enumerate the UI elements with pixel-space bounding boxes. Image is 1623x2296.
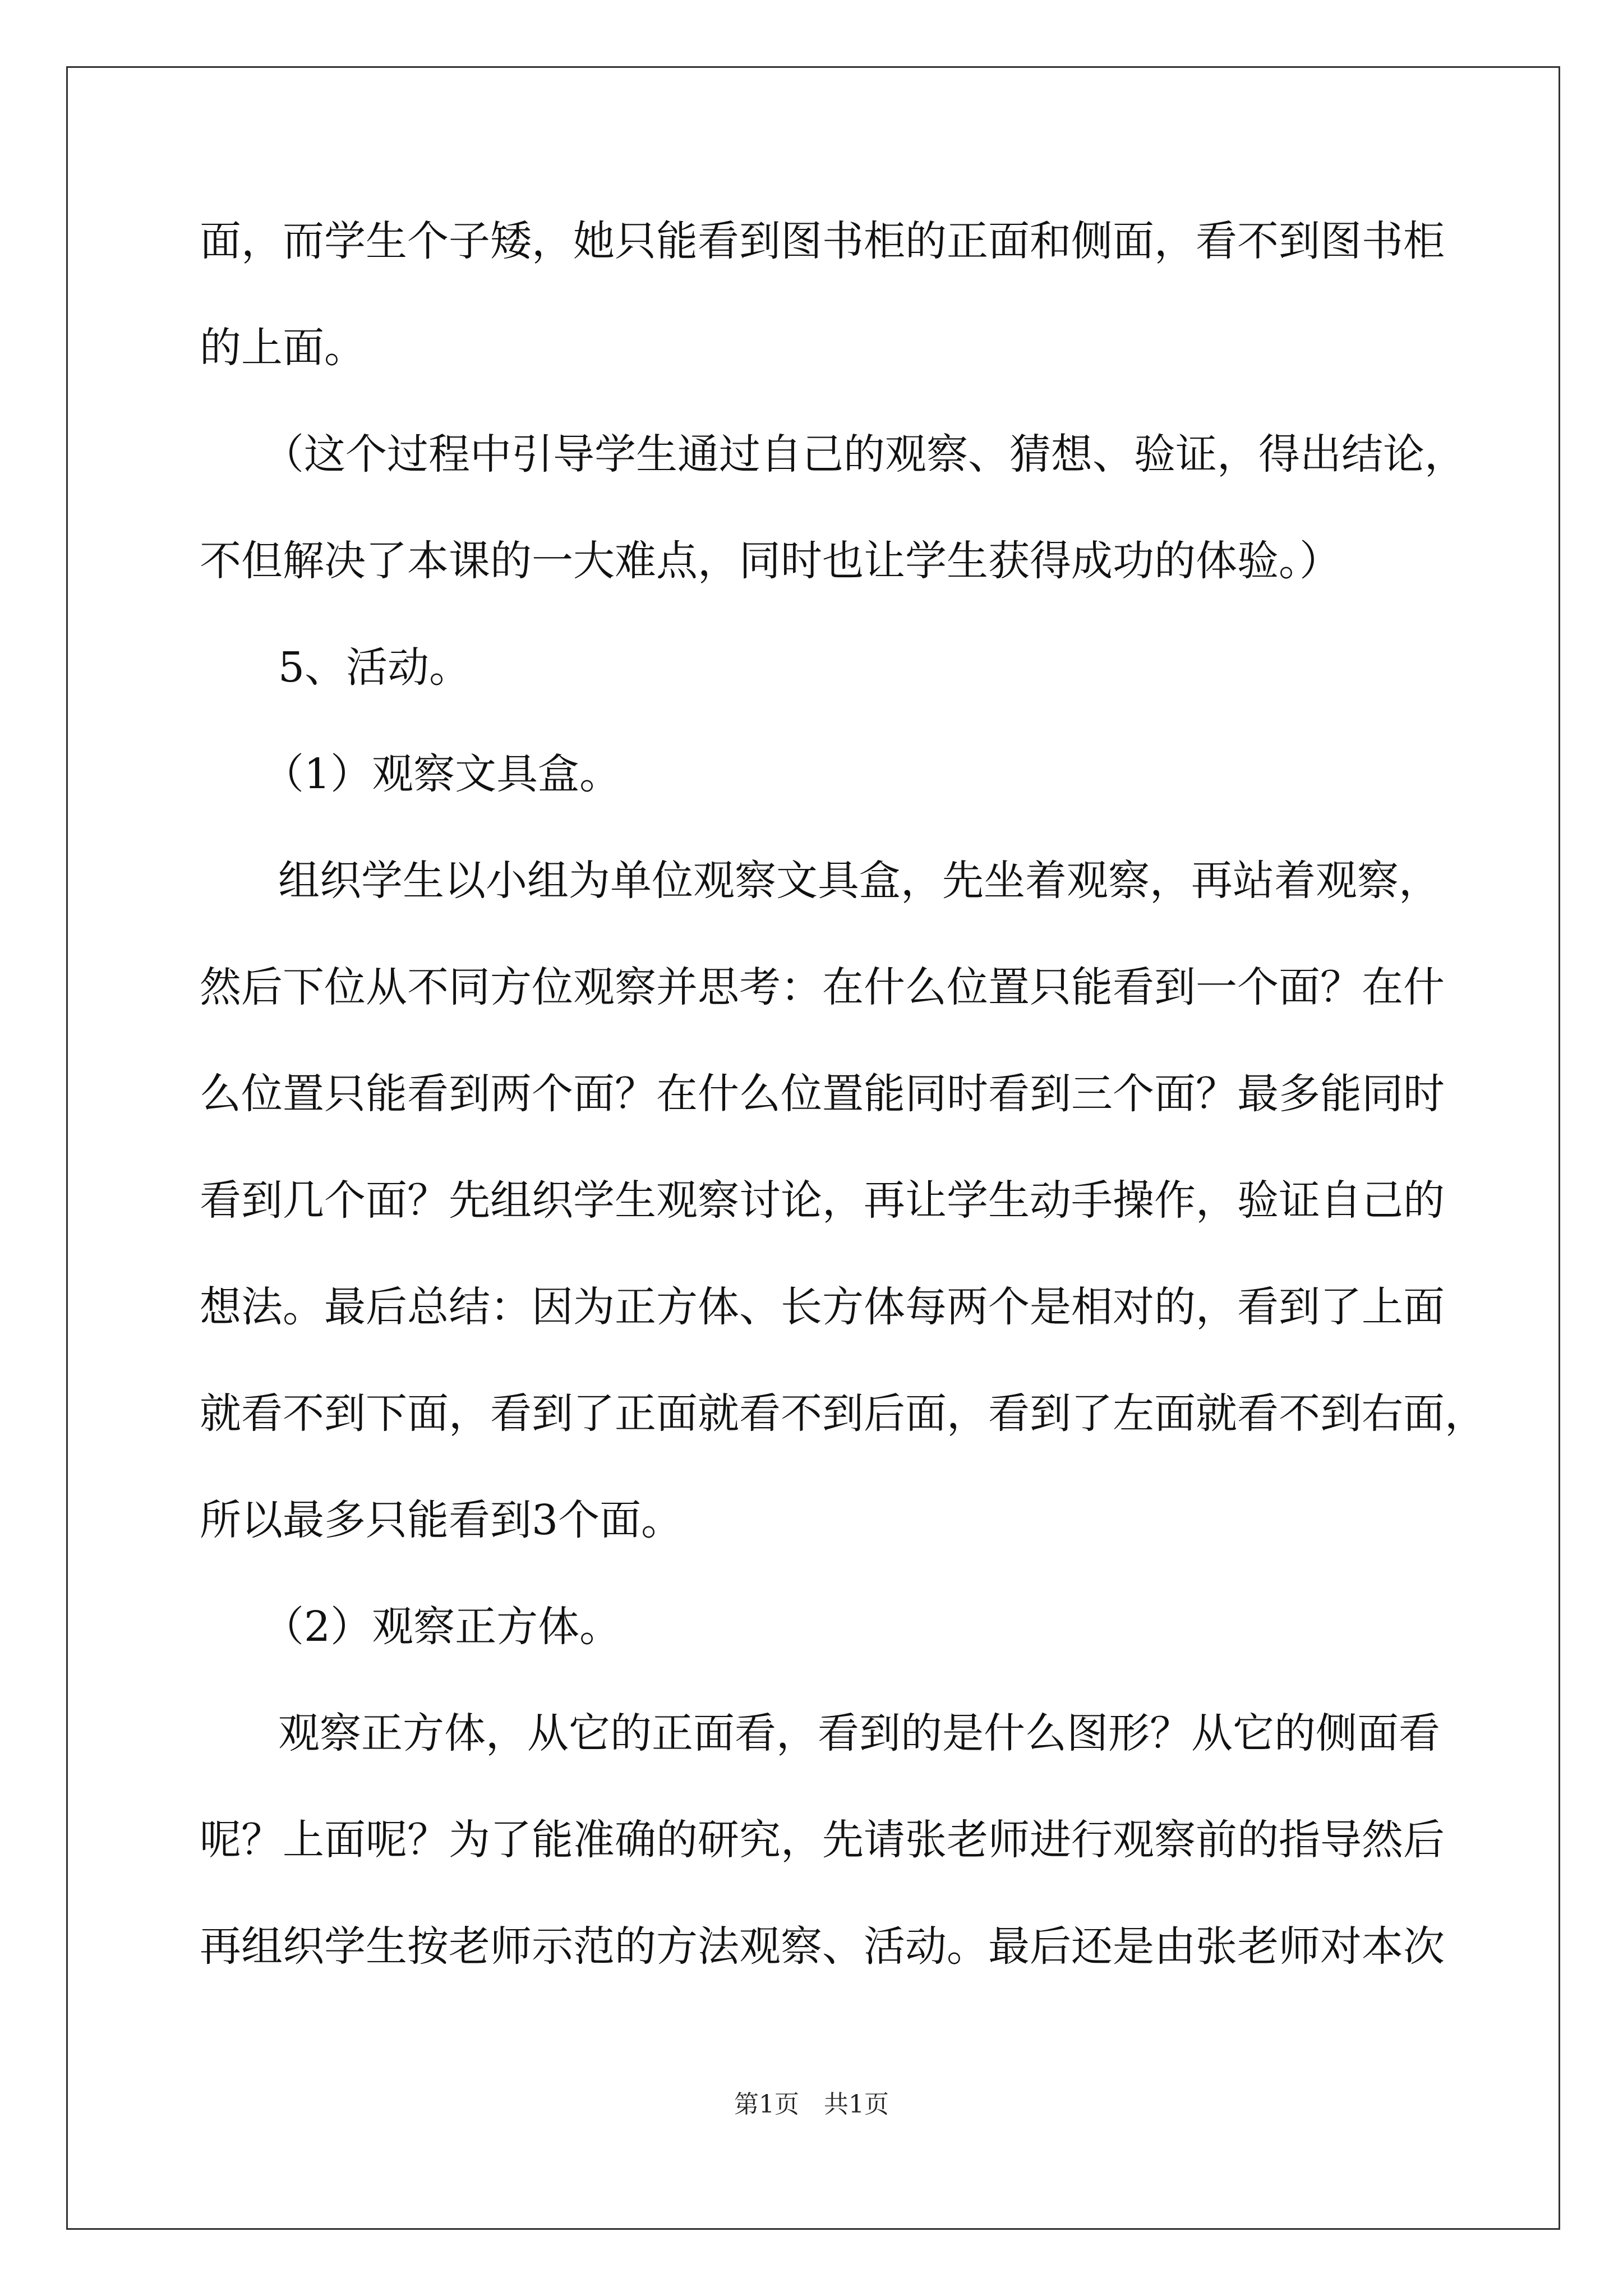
paragraph-line: 所以最多只能看到3个面。: [200, 1496, 683, 1544]
subsection-heading: （2）观察正方体。: [262, 1603, 621, 1651]
page-border: [66, 66, 1560, 2230]
subsection-heading: （1）观察文具盒。: [262, 750, 621, 798]
paragraph-line: 就看不到下面，看到了正面就看不到后面，看到了左面就看不到右面，: [200, 1389, 1486, 1438]
paragraph-line: 然后下位从不同方位观察并思考：在什么位置只能看到一个面？在什: [200, 963, 1445, 1011]
paragraph-line: 面，而学生个子矮，她只能看到图书柜的正面和侧面，看不到图书柜: [200, 217, 1445, 265]
section-heading: 5、活动。: [278, 643, 471, 692]
paragraph-line: 不但解决了本课的一大难点，同时也让学生获得成功的体验。）: [200, 537, 1341, 585]
page-footer: 第1页 共1页: [734, 2090, 889, 2119]
paragraph-line: 想法。最后总结：因为正方体、长方体每两个是相对的，看到了上面: [200, 1283, 1445, 1331]
paragraph-line: 观察正方体，从它的正面看，看到的是什么图形？从它的侧面看: [278, 1709, 1440, 1757]
paragraph-line: 再组织学生按老师示范的方法观察、活动。最后还是由张老师对本次: [200, 1922, 1445, 1971]
paragraph-line: 看到几个面？先组织学生观察讨论，再让学生动手操作，验证自己的: [200, 1176, 1445, 1225]
paragraph-line: 组织学生以小组为单位观察文具盒，先坐着观察，再站着观察，: [278, 857, 1440, 905]
paragraph-line: 么位置只能看到两个面？在什么位置能同时看到三个面？最多能同时: [200, 1070, 1445, 1118]
paragraph-line: （这个过程中引导学生通过自己的观察、猜想、验证，得出结论，: [262, 430, 1466, 478]
paragraph-line: 的上面。: [200, 324, 366, 372]
paragraph-line: 呢？上面呢？为了能准确的研究，先请张老师进行观察前的指导然后: [200, 1816, 1445, 1864]
